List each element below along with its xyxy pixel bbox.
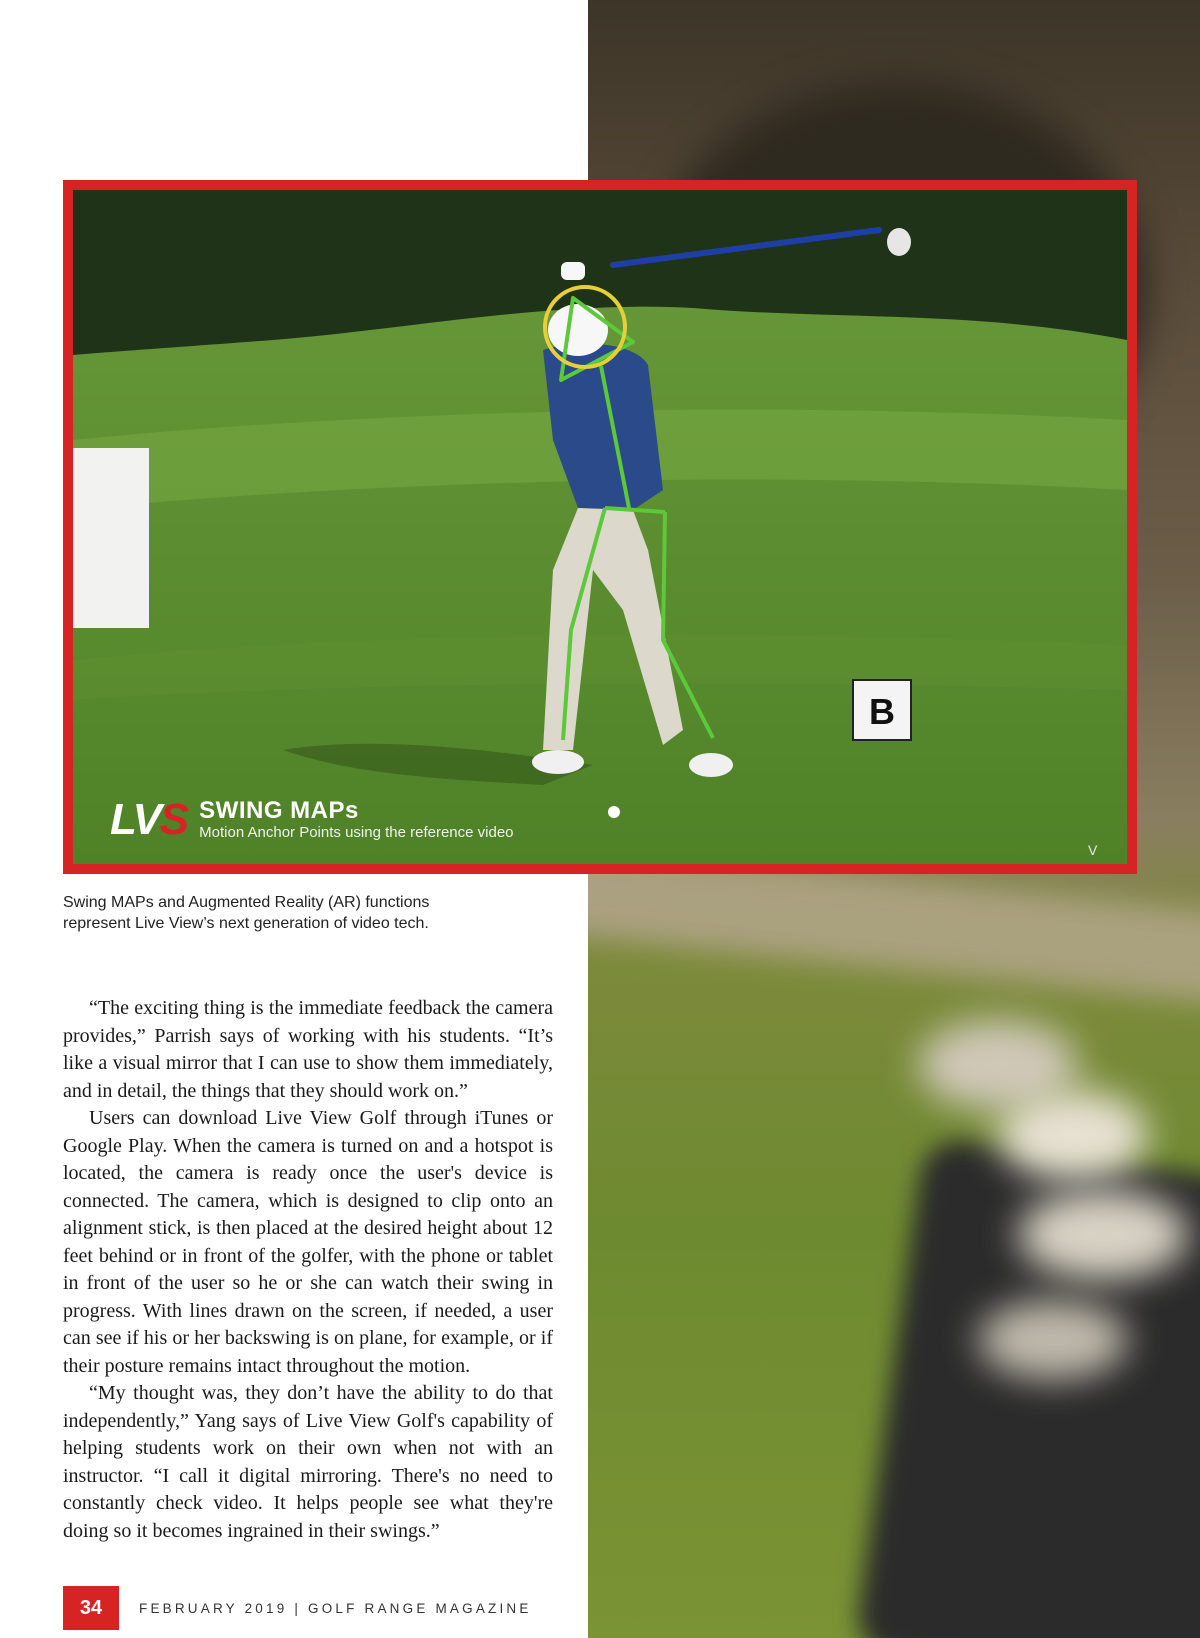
lvs-logo-mark	[110, 795, 187, 845]
golfer-shoe-left	[532, 750, 584, 774]
footer-publication: FEBRUARY 2019 | GOLF RANGE MAGAZINE	[139, 1600, 532, 1616]
golf-ball	[608, 806, 620, 818]
golfer-cap	[548, 304, 608, 356]
overlay-title: SWING MAPs	[199, 796, 359, 824]
page-number: 34	[63, 1586, 119, 1630]
white-sign-board	[73, 448, 149, 628]
caption-line-1: Swing MAPs and Augmented Reality (AR) functions	[63, 894, 430, 911]
page-footer	[63, 1586, 532, 1630]
blurred-club-head	[998, 1090, 1148, 1180]
photo-caption	[63, 892, 533, 934]
lvs-logo-letter-s: S	[159, 795, 188, 844]
caption-line-2: represent Live View’s next generation of video tech.	[63, 915, 429, 932]
article-paragraph: “My thought was, they don’t have the ability to do that independently,” Yang says of Live View Golf's capability of helping students work on their own when not with an instructor. “I call it digital mirroring. There's no need to constantly check video. It helps people see what they're doing so it becomes ingrained in their swings.”	[63, 1382, 553, 1542]
golf-club-head	[887, 228, 911, 256]
article-paragraph: Users can download Live View Golf through iTunes or Google Play. When the camera is turned on and a hotspot is located, the camera is ready once the user's device is connected. The camera, which is designed to clip onto an alignment stick, is then placed at the desired height about 12 feet behind or in front of the golfer, with the phone or tablet in front of the user so he or she can watch their swing in progress. With lines drawn on the screen, if needed, a user can see if his or her backswing is on plane, for example, or if their posture remains intact throughout the motion.	[63, 1107, 553, 1377]
lvs-logo-letters: LV	[110, 795, 160, 844]
swing-maps-logo	[110, 795, 514, 845]
corner-mark: V	[1088, 842, 1098, 858]
blurred-club-head	[1018, 1190, 1188, 1280]
blurred-club-head	[978, 1300, 1128, 1380]
article-body	[63, 995, 553, 1545]
golfer-shoe-right	[689, 753, 733, 777]
swing-photo	[63, 180, 1137, 874]
tee-marker-logo: B	[869, 691, 895, 732]
article-paragraph: “The exciting thing is the immediate feedback the camera provides,” Parrish says of working with his students. “It’s like a visual mirror that I can use to show them immediately, and in detail, the things that they should work on.”	[63, 997, 553, 1102]
golfer-glove	[561, 262, 585, 280]
overlay-subtitle: Motion Anchor Points using the reference video	[199, 823, 514, 841]
swing-illustration	[73, 190, 1127, 864]
